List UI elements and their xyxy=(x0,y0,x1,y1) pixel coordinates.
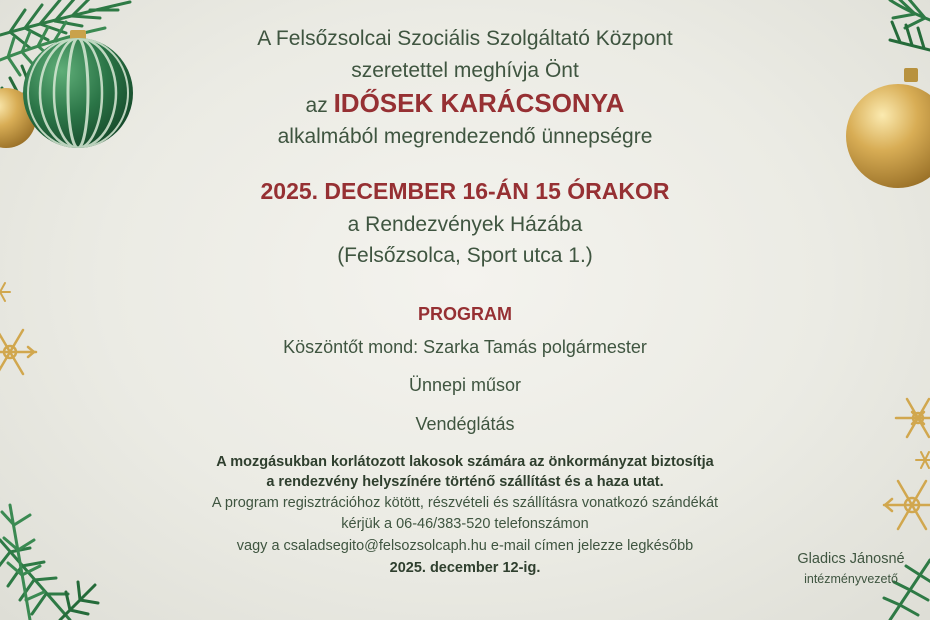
deadline-line: 2025. december 12-ig. xyxy=(389,560,541,576)
venue-line: a Rendezvények Házába xyxy=(347,213,583,236)
email-line: vagy a csaladsegito@felsozsolcaph.hu e-mail címen jelezze legkésőbb xyxy=(236,538,694,554)
event-date-time: 2025. DECEMBER 16-ÁN 15 ÓRAKOR xyxy=(260,178,670,204)
program-item: Köszöntőt mond: Szarka Tamás polgármester xyxy=(283,337,647,357)
signature-title: intézményvezető xyxy=(804,572,898,586)
transport-notice-line-1: A mozgásukban korlátozott lakosok számára az önkormányzat biztosítja xyxy=(216,454,714,470)
program-item: Vendéglátás xyxy=(415,414,515,434)
address-line: (Felsőzsolca, Sport utca 1.) xyxy=(337,244,593,267)
transport-notice-line-2: a rendezvény helyszínére történő szállítást és a haza utat. xyxy=(266,474,664,490)
invite-line: szeretettel meghívja Önt xyxy=(351,59,579,82)
program-heading: PROGRAM xyxy=(418,304,512,324)
phone-line: kérjük a 06-46/383-520 telefonszámon xyxy=(341,516,589,532)
event-name: IDŐSEK KARÁCSONYA xyxy=(333,88,625,118)
organizer-line: A Felsőzsolcai Szociális Szolgáltató Központ xyxy=(257,27,673,50)
occasion-line: alkalmából megrendezendő ünnepségre xyxy=(277,125,653,148)
signature-name: Gladics Jánosné xyxy=(797,551,905,567)
program-item: Ünnepi műsor xyxy=(408,375,522,395)
registration-line: A program regisztrációhoz kötött, részvételi és szállításra vonatkozó szándékát xyxy=(211,495,719,511)
event-title-line xyxy=(0,88,930,119)
event-prefix: az xyxy=(305,94,334,117)
